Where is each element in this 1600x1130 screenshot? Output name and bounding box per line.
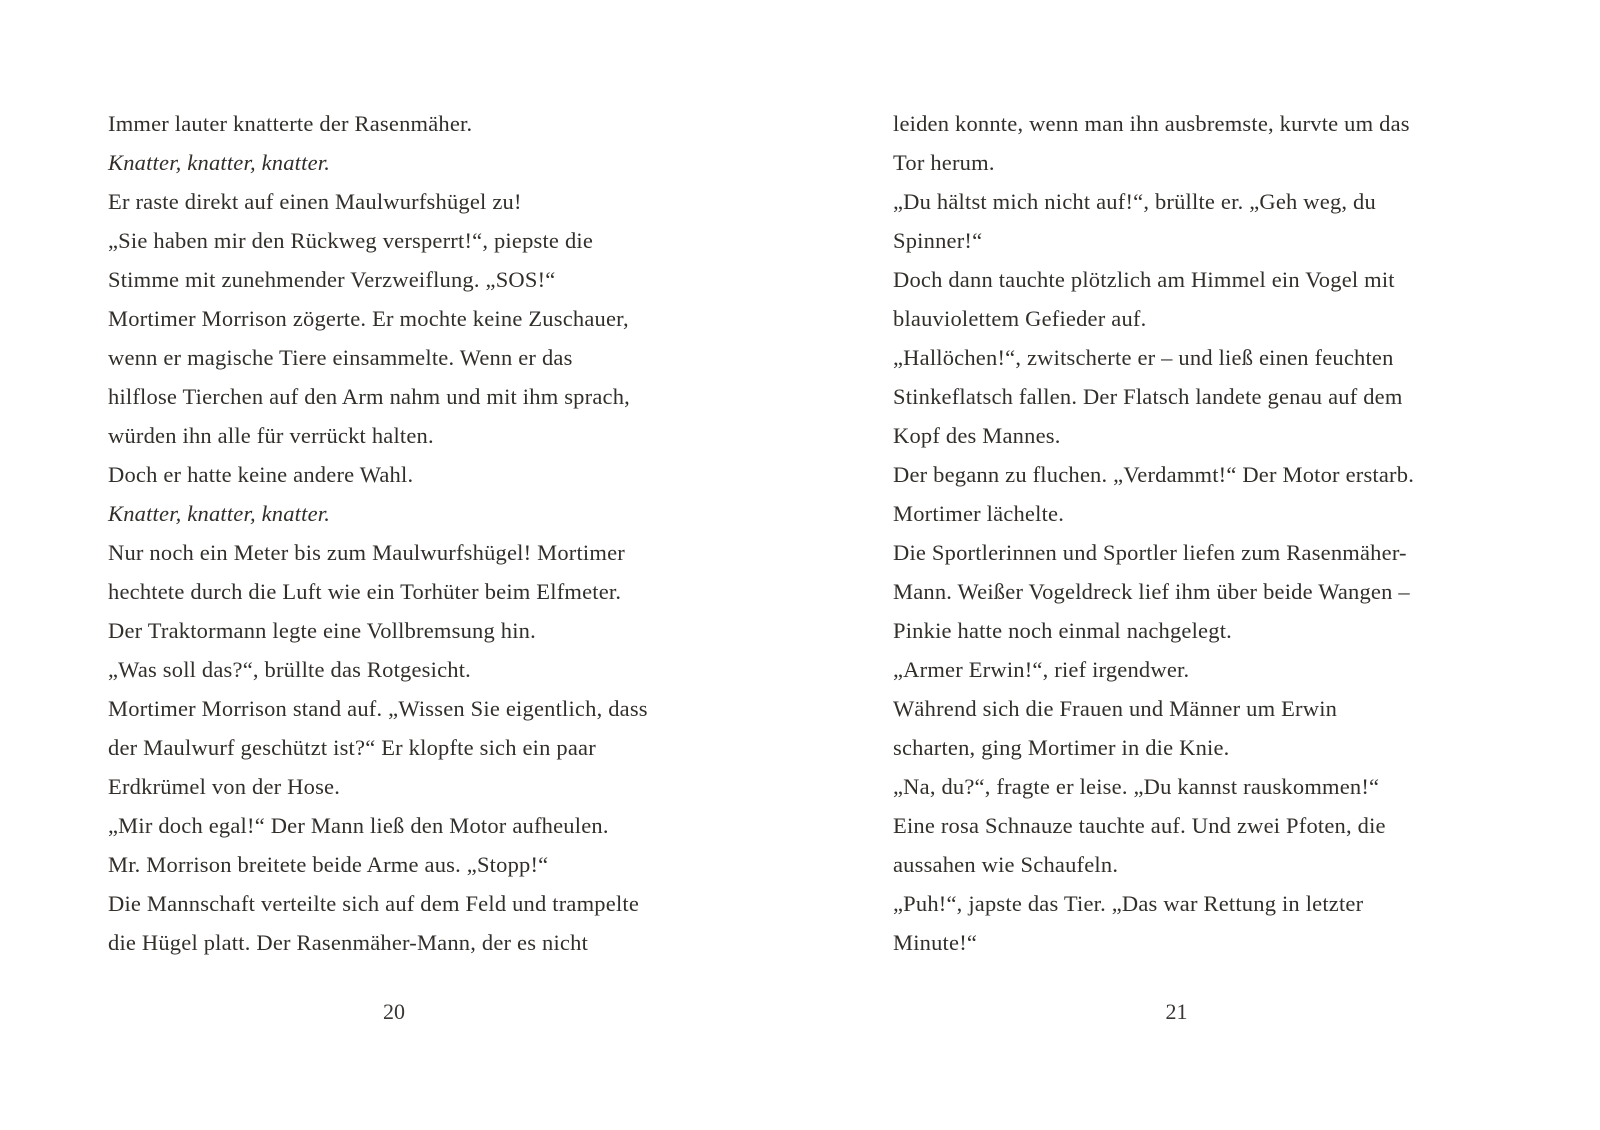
text-line: scharten, ging Mortimer in die Knie. (893, 735, 1230, 760)
text-line: Er raste direkt auf einen Maulwurfshügel zu! (108, 189, 522, 214)
text-line: Während sich die Frauen und Männer um Erwin (893, 696, 1338, 721)
text-line: „Hallöchen!“, zwitscherte er – und ließ einen feuchten (893, 345, 1394, 370)
text-line: Die Mannschaft verteilte sich auf dem Feld und trampelte (108, 891, 640, 916)
page-21 (800, 0, 1600, 1130)
text-line: Mortimer Morrison stand auf. „Wissen Sie eigentlich, dass (108, 696, 648, 721)
text-line: Mann. Weißer Vogeldreck lief ihm über beide Wangen – (893, 579, 1410, 604)
text-line: hechtete durch die Luft wie ein Torhüter beim Elfmeter. (108, 579, 622, 604)
text-line: „Mir doch egal!“ Der Mann ließ den Motor aufheulen. (108, 813, 609, 838)
text-line: hilflose Tierchen auf den Arm nahm und mit ihm sprach, (108, 384, 630, 409)
text-line: „Du hältst mich nicht auf!“, brüllte er. „Geh weg, du (893, 189, 1376, 214)
text-line: Nur noch ein Meter bis zum Maulwurfshügel! Mortimer (108, 540, 625, 565)
text-line: Doch er hatte keine andere Wahl. (108, 462, 414, 487)
page-number-20: 20 (383, 999, 405, 1024)
text-line: Mortimer lächelte. (893, 501, 1065, 526)
text-line: „Na, du?“, fragte er leise. „Du kannst rauskommen!“ (893, 774, 1380, 799)
text-line: der Maulwurf geschützt ist?“ Er klopfte sich ein paar (108, 735, 596, 760)
text-line: Tor herum. (893, 150, 995, 175)
text-line: Eine rosa Schnauze tauchte auf. Und zwei Pfoten, die (893, 813, 1386, 838)
text-line: würden ihn alle für verrückt halten. (108, 423, 434, 448)
text-line: Minute!“ (893, 930, 978, 955)
page-number-21: 21 (1165, 999, 1188, 1024)
text-line: leiden konnte, wenn man ihn ausbremste, kurvte um das (893, 111, 1410, 136)
page-20-text (108, 104, 728, 962)
text-line: „Was soll das?“, brüllte das Rotgesicht. (108, 657, 471, 682)
text-line: Knatter, knatter, knatter. (108, 150, 331, 175)
text-line: „Puh!“, japste das Tier. „Das war Rettung in letzter (893, 891, 1364, 916)
text-line: „Sie haben mir den Rückweg versperrt!“, piepste die (108, 228, 594, 253)
text-line: Pinkie hatte noch einmal nachgelegt. (893, 618, 1232, 643)
text-line: Spinner!“ (893, 228, 983, 253)
text-line: Mortimer Morrison zögerte. Er mochte keine Zuschauer, (108, 306, 629, 331)
text-line: Stinkeflatsch fallen. Der Flatsch landete genau auf dem (893, 384, 1403, 409)
text-line: Die Sportlerinnen und Sportler liefen zum Rasenmäher- (893, 540, 1407, 565)
text-line: Knatter, knatter, knatter. (108, 501, 331, 526)
text-line: Der Traktormann legte eine Vollbremsung hin. (108, 618, 536, 643)
text-line: Doch dann tauchte plötzlich am Himmel ein Vogel mit (893, 267, 1395, 292)
text-line: Stimme mit zunehmender Verzweiflung. „SOS!“ (108, 267, 556, 292)
text-line: Kopf des Mannes. (893, 423, 1061, 448)
text-line: wenn er magische Tiere einsammelte. Wenn er das (108, 345, 573, 370)
text-line: Immer lauter knatterte der Rasenmäher. (108, 111, 473, 136)
text-line: aussahen wie Schaufeln. (893, 852, 1119, 877)
text-line: die Hügel platt. Der Rasenmäher-Mann, der es nicht (108, 930, 589, 955)
text-line: blauviolettem Gefieder auf. (893, 306, 1147, 331)
text-line: Mr. Morrison breitete beide Arme aus. „Stopp!“ (108, 852, 549, 877)
text-line: „Armer Erwin!“, rief irgendwer. (893, 657, 1190, 682)
text-line: Erdkrümel von der Hose. (108, 774, 341, 799)
text-line: Der begann zu fluchen. „Verdammt!“ Der Motor erstarb. (893, 462, 1415, 487)
page-21-text (893, 104, 1513, 962)
